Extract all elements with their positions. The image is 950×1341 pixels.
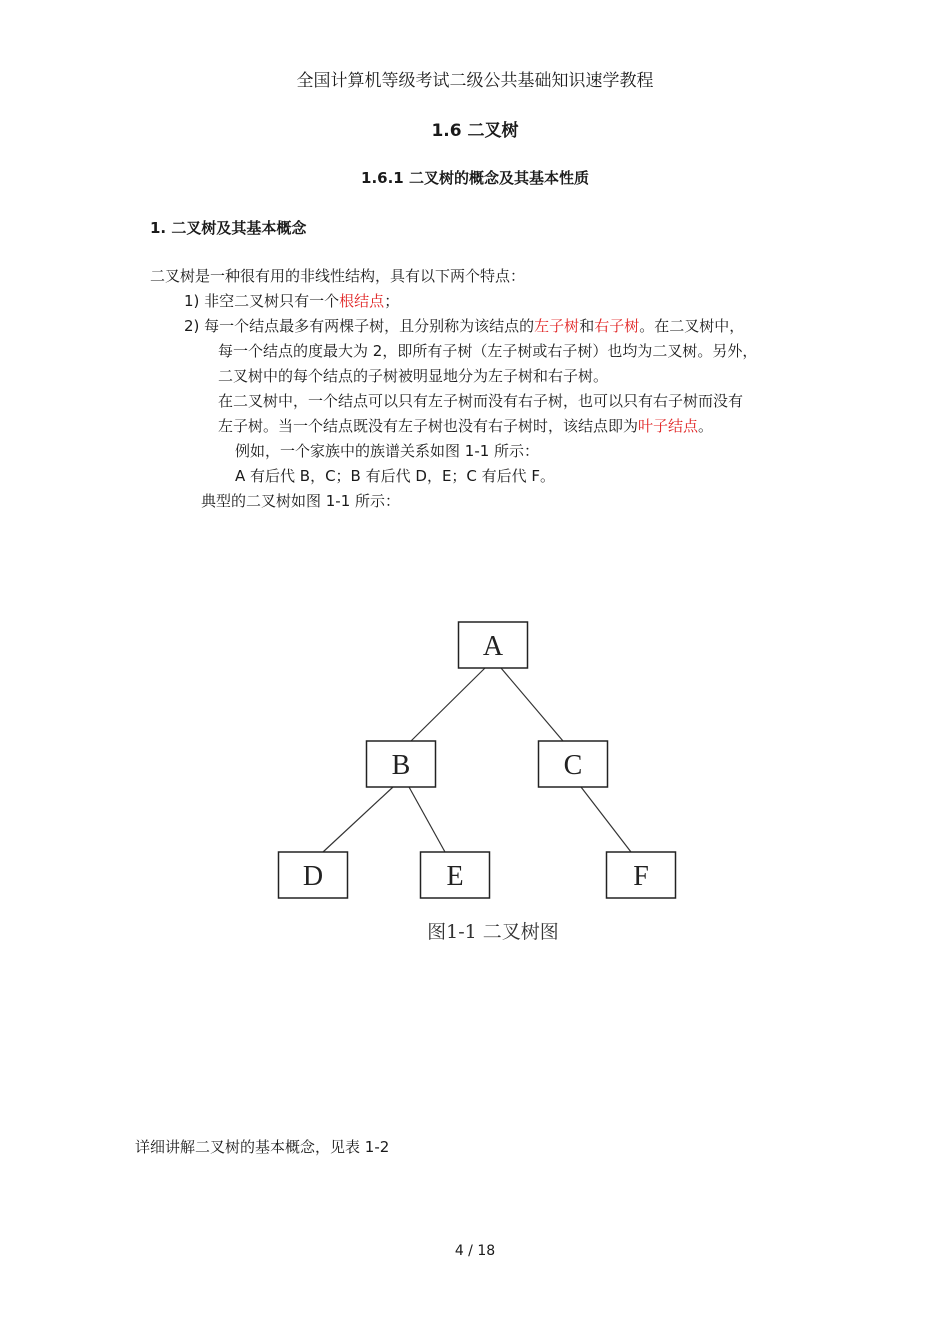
tree-node-d xyxy=(279,852,348,898)
node-label: E xyxy=(446,861,464,892)
node-label: C xyxy=(563,750,583,781)
term-root-node: 根结点 xyxy=(339,292,385,310)
term-left-subtree: 左子树 xyxy=(534,317,580,335)
intro-paragraph: 二叉树是一种很有用的非线性结构，具有以下两个特点： xyxy=(150,267,526,285)
node-label: B xyxy=(391,750,411,781)
line6-suffix: 。 xyxy=(698,417,714,435)
term-right-subtree: 右子树 xyxy=(594,317,640,335)
example-line-2: A 有后代 B，C；B 有后代 D，E；C 有后代 F。 xyxy=(235,467,556,485)
item2-text: 2) 每一个结点最多有两棵子树，且分别称为该结点的 xyxy=(184,317,535,335)
example-line-1: 例如，一个家族中的族谱关系如图 1-1 所示： xyxy=(235,442,540,460)
edge-a-c xyxy=(501,668,563,741)
tree-nodes xyxy=(279,622,676,898)
closing-paragraph: 详细讲解二叉树的基本概念，见表 1-2 xyxy=(135,1138,390,1156)
example-line-3: 典型的二叉树如图 1-1 所示： xyxy=(201,492,401,510)
edge-b-e xyxy=(409,787,445,852)
node-label: D xyxy=(302,861,324,892)
subsection-title: 1.6.1 二叉树的概念及其基本性质 xyxy=(361,169,589,187)
item1-text: 1) 非空二叉树只有一个 xyxy=(184,292,340,310)
edge-a-b xyxy=(411,668,485,741)
paragraph-line-3: 每一个结点的度最大为 2，即所有子树（左子树或右子树）也均为二叉树。另外， xyxy=(218,342,758,360)
section-title: 1.6 二叉树 xyxy=(431,121,519,141)
running-header: 全国计算机等级考试二级公共基础知识速学教程 xyxy=(296,71,654,91)
tree-node-e xyxy=(421,852,490,898)
edge-c-f xyxy=(581,787,631,852)
term-leaf-node: 叶子结点 xyxy=(638,417,699,435)
node-label: F xyxy=(633,861,649,892)
tree-node-b xyxy=(367,741,436,787)
tree-node-f xyxy=(607,852,676,898)
item2-suffix: 。在二叉树中， xyxy=(639,317,745,335)
item2-and: 和 xyxy=(579,317,595,335)
line6-text: 左子树。当一个结点既没有左子树也没有右子树时，该结点即为 xyxy=(218,417,639,435)
item1-suffix: ； xyxy=(384,292,400,310)
figure-caption: 图1-1 二叉树图 xyxy=(427,921,559,943)
page-number: 4 / 18 xyxy=(454,1243,496,1259)
heading-concepts: 1. 二叉树及其基本概念 xyxy=(150,219,307,237)
node-label: A xyxy=(482,631,504,662)
tree-node-a xyxy=(459,622,528,668)
edge-b-d xyxy=(323,787,393,852)
paragraph-line-4: 二叉树中的每个结点的子树被明显地分为左子树和右子树。 xyxy=(218,367,609,385)
paragraph-line-5: 在二叉树中，一个结点可以只有左子树而没有右子树，也可以只有右子树而没有 xyxy=(218,392,744,410)
tree-node-c xyxy=(539,741,608,787)
